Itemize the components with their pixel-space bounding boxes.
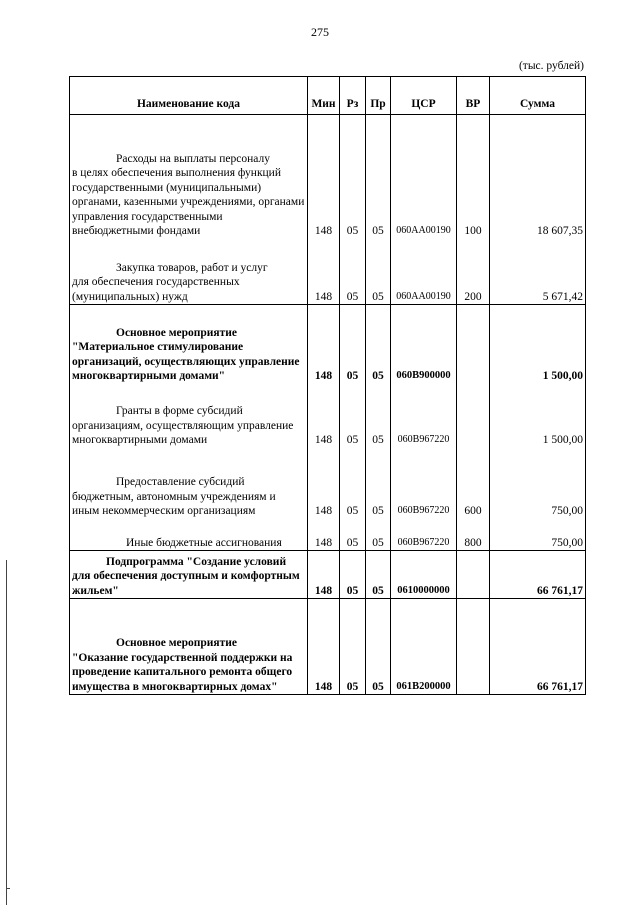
row-csr: 060В967220 — [391, 448, 457, 519]
row-min: 148 — [308, 599, 340, 695]
row-sum: 66 761,17 — [490, 551, 586, 599]
row-rz: 05 — [340, 115, 366, 239]
row-name-rest: для обеспечения доступным и комфортным жильем" — [72, 570, 300, 597]
row-rz: 05 — [340, 519, 366, 551]
row-csr: 060AA00190 — [391, 115, 457, 239]
row-name — [70, 239, 308, 305]
row-pr: 05 — [366, 519, 391, 551]
row-name-rest: в целях обеспечения выполнения функций государственными (муниципальными) органами, казенными учреждениями, органами управления государственными внебюджетными фондами — [72, 167, 305, 237]
row-name — [70, 384, 308, 448]
row-name-first: Расходы на выплаты персоналу — [116, 152, 270, 165]
row-name-rest: "Оказание государственной поддержки на проведение капитального ремонта общего имущества в многоквартирных домах" — [72, 651, 293, 693]
row-min: 148 — [308, 115, 340, 239]
row-csr: 060В967220 — [391, 384, 457, 448]
row-csr: 060В967220 — [391, 519, 457, 551]
header-csr: ЦСР — [391, 77, 457, 115]
row-name-rest: организациям, осуществляющим управление многоквартирными домами — [72, 419, 294, 446]
row-pr: 05 — [366, 599, 391, 695]
row-sum: 1 500,00 — [490, 305, 586, 384]
table-row — [70, 519, 586, 551]
row-sum: 18 607,35 — [490, 115, 586, 239]
row-sum: 750,00 — [490, 448, 586, 519]
table-row — [70, 239, 586, 305]
row-rz: 05 — [340, 305, 366, 384]
row-min: 148 — [308, 239, 340, 305]
table-row — [70, 448, 586, 519]
header-vr: ВР — [457, 77, 490, 115]
row-name-rest: для обеспечения государственных (муниципальных) нужд — [72, 276, 240, 303]
row-min: 148 — [308, 384, 340, 448]
row-vr — [457, 384, 490, 448]
header-sum: Сумма — [490, 77, 586, 115]
row-pr: 05 — [366, 551, 391, 599]
row-min: 148 — [308, 305, 340, 384]
row-name — [70, 115, 308, 239]
header-pr: Пр — [366, 77, 391, 115]
row-min: 148 — [308, 519, 340, 551]
row-csr: 061В200000 — [391, 599, 457, 695]
row-min: 148 — [308, 448, 340, 519]
row-name — [70, 305, 308, 384]
row-pr: 05 — [366, 115, 391, 239]
row-name — [70, 551, 308, 599]
row-sum: 750,00 — [490, 519, 586, 551]
units-label: (тыс. рублей) — [518, 60, 584, 72]
row-pr: 05 — [366, 305, 391, 384]
scan-margin-tick — [6, 888, 10, 889]
row-csr: 060В900000 — [391, 305, 457, 384]
row-rz: 05 — [340, 384, 366, 448]
scan-margin-line — [6, 560, 7, 905]
row-rz: 05 — [340, 448, 366, 519]
page-number: 275 — [311, 25, 329, 39]
row-name — [70, 448, 308, 519]
table-row — [70, 305, 586, 384]
row-name-first: Подпрограмма "Создание условий — [106, 555, 287, 568]
row-name-first: Основное мероприятие — [116, 326, 238, 339]
header-name: Наименование кода — [70, 77, 308, 115]
table-row — [70, 551, 586, 599]
row-pr: 05 — [366, 239, 391, 305]
row-name — [70, 519, 308, 551]
header-rz: Рз — [340, 77, 366, 115]
row-vr — [457, 551, 490, 599]
header-min: Мин — [308, 77, 340, 115]
row-vr: 200 — [457, 239, 490, 305]
row-sum: 5 671,42 — [490, 239, 586, 305]
row-name-first: Гранты в форме субсидий — [116, 405, 243, 417]
row-csr: 060AA00190 — [391, 239, 457, 305]
row-name — [70, 599, 308, 695]
row-vr — [457, 305, 490, 384]
row-csr: 0610000000 — [391, 551, 457, 599]
table-row — [70, 599, 586, 695]
row-min: 148 — [308, 551, 340, 599]
row-vr: 100 — [457, 115, 490, 239]
table-row — [70, 115, 586, 239]
row-rz: 05 — [340, 239, 366, 305]
budget-table — [69, 76, 586, 695]
row-pr: 05 — [366, 448, 391, 519]
row-sum: 1 500,00 — [490, 384, 586, 448]
row-name-rest: бюджетным, автономным учреждениям и иным некоммерческим организациям — [72, 490, 276, 517]
row-name-first: Основное мероприятие — [116, 637, 238, 649]
row-vr: 800 — [457, 519, 490, 551]
row-vr: 600 — [457, 448, 490, 519]
row-name-first: Иные бюджетные ассигнования — [126, 536, 282, 549]
row-sum: 66 761,17 — [490, 599, 586, 695]
row-name-first: Закупка товаров, работ и услуг — [116, 261, 268, 274]
table-row — [70, 384, 586, 448]
row-vr — [457, 599, 490, 695]
row-rz: 05 — [340, 599, 366, 695]
table-header-row — [70, 77, 586, 115]
row-name-rest: "Материальное стимулирование организаций, осуществляющих управление многоквартирными домами" — [72, 341, 300, 382]
row-rz: 05 — [340, 551, 366, 599]
row-name-first: Предоставление субсидий — [116, 476, 245, 488]
row-pr: 05 — [366, 384, 391, 448]
